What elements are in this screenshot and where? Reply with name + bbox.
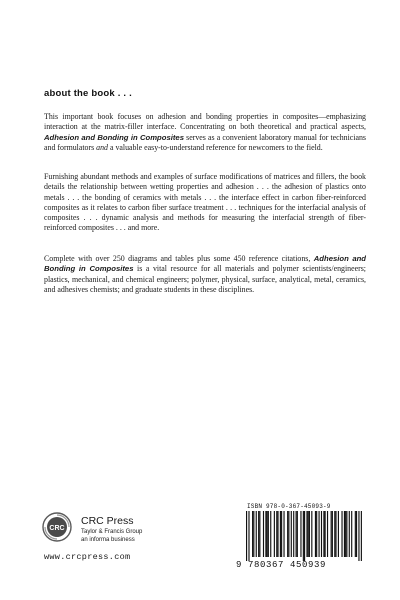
description-paragraph-1 [44, 112, 366, 153]
barcode-bar [283, 511, 284, 557]
barcode-icon [246, 511, 362, 561]
barcode-bar [341, 511, 342, 557]
barcode-bar [267, 511, 268, 557]
p3-text-before: Complete with over 250 diagrams and tables plus some 450 reference citations, [44, 254, 314, 263]
barcode-bar [344, 511, 345, 557]
barcode-bar [246, 511, 247, 561]
barcode-bar [321, 511, 322, 557]
barcode-bar [303, 511, 304, 561]
barcode-bar [256, 511, 257, 557]
barcode-bar [274, 511, 275, 557]
barcode-bar [277, 511, 278, 557]
barcode-bar [335, 511, 336, 557]
barcode-bar [361, 511, 362, 561]
publisher-website: www.crcpress.com [44, 552, 131, 562]
barcode-bar [323, 511, 324, 557]
publisher-business: an informa business [81, 537, 135, 543]
barcode-bar [309, 511, 310, 557]
barcode-bar [280, 511, 281, 557]
barcode-bar [356, 511, 357, 557]
barcode-bar [349, 511, 350, 557]
barcode-bar [287, 511, 288, 557]
barcode-bar [268, 511, 269, 557]
barcode-bar [248, 511, 249, 561]
barcode-bar [358, 511, 359, 561]
barcode-bar [259, 511, 260, 557]
barcode-bar [331, 511, 332, 557]
barcode-bar [252, 511, 253, 557]
barcode-bar [281, 511, 282, 557]
publisher-group: Taylor & Francis Group [81, 529, 143, 535]
barcode-bar [300, 511, 301, 557]
p3-text-after: is a vital resource for all materials and polymer scientists/engineers; plastics, mechanical, and chemical engineers; polymer, physical, surface, analytical, metal, ceramics, and adhesives chemists; and graduate students in these disciplines. [44, 264, 366, 294]
logo-text: CRC [49, 525, 65, 532]
p1-text-middle: serves as a convenient laboratory manual for technicians and formulators [44, 132, 366, 152]
barcode-bar [308, 511, 309, 557]
barcode-bar [291, 511, 292, 557]
barcode-bar [265, 511, 266, 557]
barcode-bar [288, 511, 289, 557]
about-heading: about the book . . . [44, 88, 132, 99]
barcode-bar [253, 511, 254, 557]
barcode-bar [345, 511, 346, 557]
barcode-bar [306, 511, 307, 557]
p1-text-after: a valuable easy-to-understand reference for newcomers to the field. [108, 142, 323, 152]
p3-book-title: Adhesion and Bonding in Composites [44, 254, 366, 274]
description-paragraph-2: Furnishing abundant methods and examples of surface modifications of matrices and fillers, the book details the relationship between wetting properties and adhesion . . . the adhesion of plastics onto metals . . . the bonding of ceramics with metals . . . the interface effect in carbon fiber-reinforced composites as it relates to carbon fiber surface treatment . . . techniques for the interfacial analysis of composites . . . dynamic analysis and methods for measuring the interfacial strength of fiber-reinforced composites . . . and more. [44, 172, 366, 233]
barcode-bar [276, 511, 277, 557]
barcode-bar [327, 511, 328, 557]
barcode-digits: 9 780367 450939 [236, 560, 327, 570]
barcode-bar [316, 511, 317, 557]
barcode-bar [332, 511, 333, 557]
barcode-bar [270, 511, 271, 557]
p1-emphasis: and [96, 142, 108, 152]
barcode-bar [296, 511, 297, 557]
barcode-bar [311, 511, 312, 557]
barcode-bar [319, 511, 320, 557]
barcode-bar [351, 511, 352, 557]
crc-press-logo-icon [42, 512, 72, 542]
barcode-bar [293, 511, 294, 557]
barcode-bar [355, 511, 356, 557]
description-paragraph-3 [44, 254, 366, 295]
barcode-bar [304, 511, 305, 561]
barcode-bar [315, 511, 316, 557]
p1-book-title: Adhesion and Bonding in Composites [44, 132, 184, 142]
barcode-bar [263, 511, 264, 557]
isbn-number: ISBN 978-0-367-45093-9 [247, 503, 331, 510]
barcode-bar [297, 511, 298, 557]
barcode-bar [346, 511, 347, 557]
barcode-bar [334, 511, 335, 557]
publisher-name: CRC Press [81, 515, 134, 527]
p1-text-before: This important book focuses on adhesion and bonding properties in composites—emphasizing interaction at the matrix-filler interface. Concentrating on both theoretical and practical aspects, [44, 112, 366, 132]
barcode-bar [338, 511, 339, 557]
barcode-bar [258, 511, 259, 557]
barcode-bar [325, 511, 326, 557]
